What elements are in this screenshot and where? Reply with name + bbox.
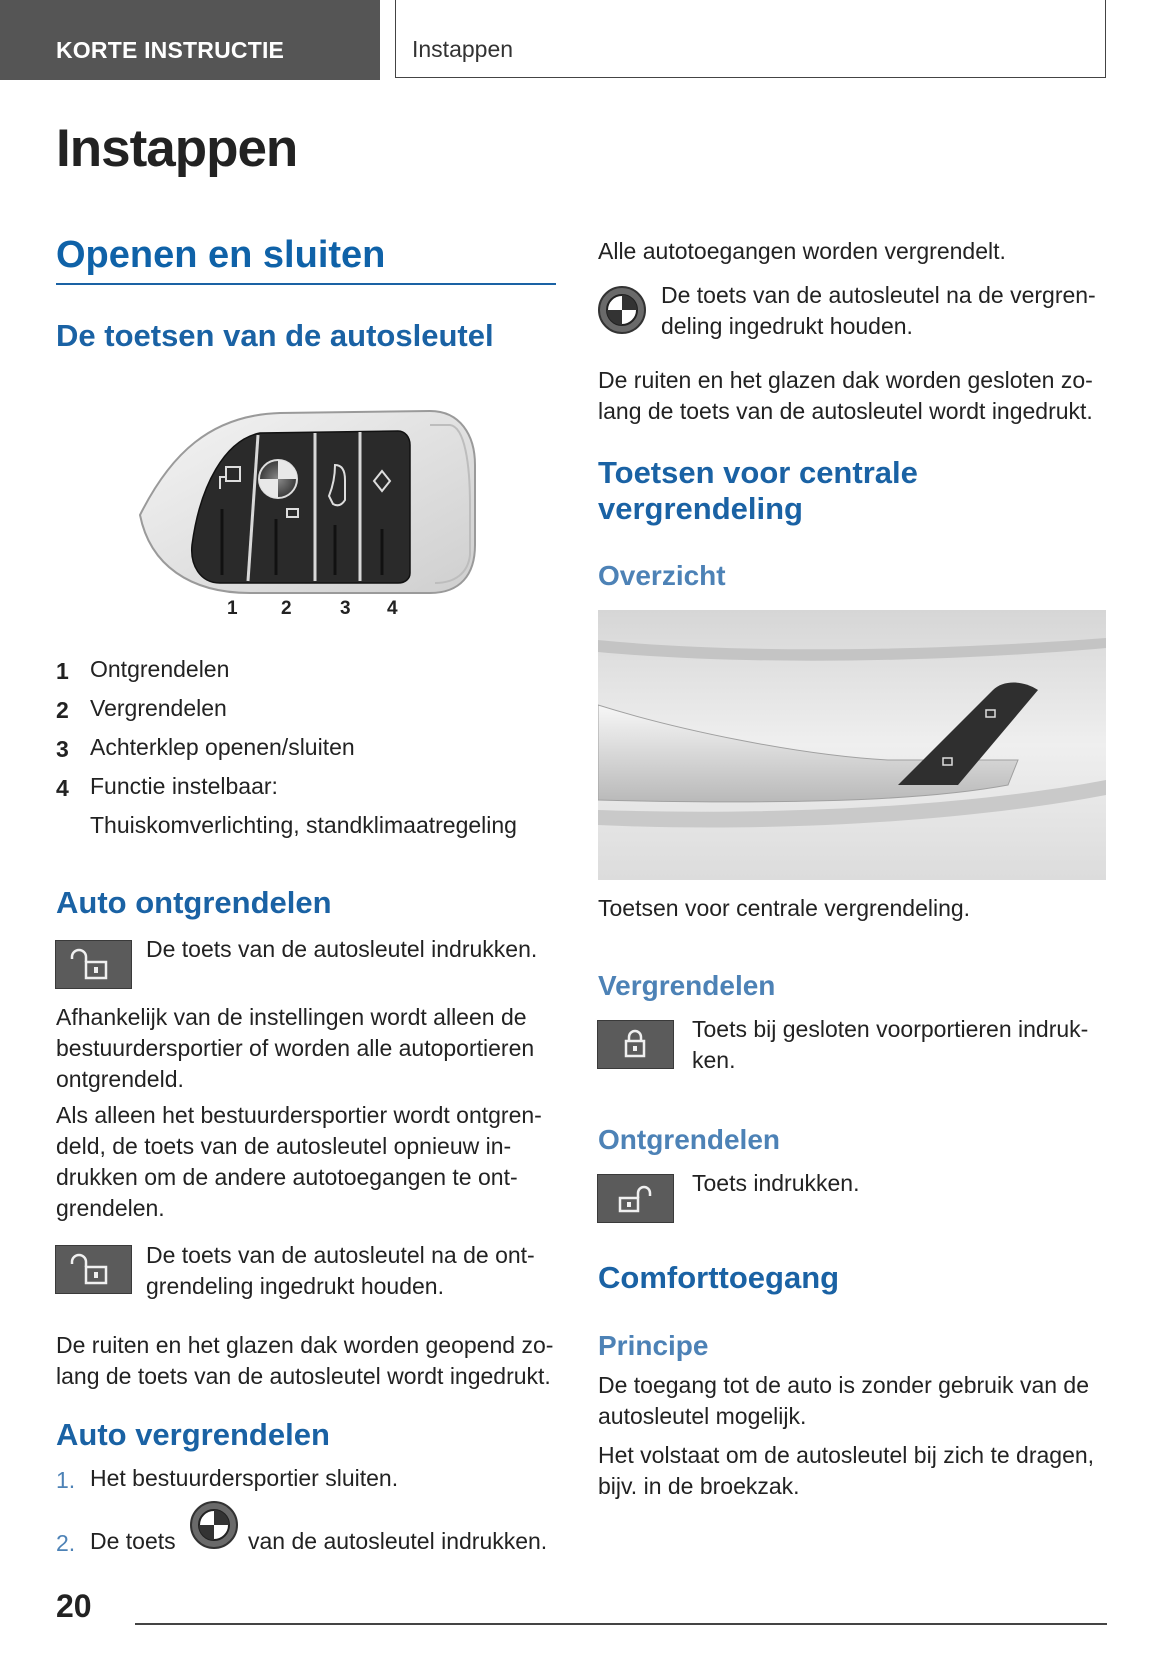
heading-central-locking bbox=[598, 455, 918, 527]
unlock-paragraph-2 bbox=[56, 1100, 542, 1224]
heading-key-buttons: De toetsen van de autosleutel bbox=[56, 318, 494, 353]
text-line: Toets bij gesloten voorportieren indruk- bbox=[692, 1016, 1089, 1042]
section-tab bbox=[0, 0, 380, 80]
heading-rule bbox=[56, 283, 556, 285]
step-text-after: van de autosleutel indrukken. bbox=[248, 1528, 548, 1554]
bmw-logo-key-icon bbox=[189, 1500, 239, 1550]
heading-lock-car: Auto vergrendelen bbox=[56, 1417, 330, 1452]
unlock-paragraph-1 bbox=[56, 1002, 534, 1095]
text-line: grendelen. bbox=[56, 1195, 165, 1221]
text-line: bijv. in de broekzak. bbox=[598, 1473, 800, 1499]
unlock-key-icon bbox=[55, 1245, 132, 1294]
bmw-logo-key-icon bbox=[597, 285, 647, 335]
unlock-key-icon bbox=[55, 940, 132, 989]
text-line: De ruiten en het glazen dak worden geopend zo- bbox=[56, 1332, 554, 1358]
text-line: De toegang tot de auto is zonder gebruik van de bbox=[598, 1372, 1090, 1398]
lock-hold-text bbox=[661, 280, 1096, 342]
text-line: ontgrendeld. bbox=[56, 1066, 184, 1092]
heading-open-close: Openen en sluiten bbox=[56, 234, 386, 276]
heading-overview: Overzicht bbox=[598, 560, 726, 591]
text-line: ken. bbox=[692, 1047, 736, 1073]
heading-lock: Vergrendelen bbox=[598, 970, 776, 1001]
text-line: deld, de toets van de autosleutel opnieuw in- bbox=[56, 1133, 512, 1159]
text-line: drukken om de andere autotoegangen te ont- bbox=[56, 1164, 518, 1190]
step-text-before: De toets bbox=[90, 1528, 176, 1554]
footer-rule bbox=[135, 1623, 1107, 1625]
lock-paragraph bbox=[598, 365, 1093, 427]
callout-1: 1 bbox=[227, 598, 238, 619]
heading-unlock-car: Auto ontgrendelen bbox=[56, 885, 332, 920]
comfort-paragraph-2 bbox=[598, 1440, 1094, 1502]
heading-unlock: Ontgrendelen bbox=[598, 1124, 781, 1155]
text-line: Afhankelijk van de instellingen wordt alleen de bbox=[56, 1004, 527, 1030]
legend-text: Vergrendelen bbox=[90, 695, 227, 721]
text-line: Als alleen het bestuurdersportier wordt ontgren- bbox=[56, 1102, 542, 1128]
lock-button-text bbox=[692, 1014, 1088, 1076]
text-line: grendeling ingedrukt houden. bbox=[146, 1273, 444, 1299]
heading-comfort-access: Comforttoegang bbox=[598, 1260, 840, 1295]
text-line: De ruiten en het glazen dak worden gesloten zo- bbox=[598, 367, 1093, 393]
legend-num: 3 bbox=[56, 736, 69, 762]
photo-caption: Toetsen voor centrale vergrendeling. bbox=[598, 895, 971, 921]
unlock-paragraph-3 bbox=[56, 1330, 553, 1392]
legend-num: 1 bbox=[56, 658, 69, 684]
step-number: 2. bbox=[56, 1530, 76, 1556]
unlock-button-text: Toets indrukken. bbox=[692, 1170, 860, 1196]
heading-principle: Principe bbox=[598, 1330, 709, 1361]
step-text: Het bestuurdersportier sluiten. bbox=[90, 1465, 399, 1491]
callout-4: 4 bbox=[387, 598, 398, 619]
legend-num: 2 bbox=[56, 697, 69, 723]
legend-text: Achterklep openen/sluiten bbox=[90, 734, 355, 760]
door-panel-photo bbox=[598, 610, 1106, 880]
text-line: lang de toets van de autosleutel wordt ingedrukt. bbox=[56, 1363, 551, 1389]
text-line: bestuurdersportier of worden alle autoportieren bbox=[56, 1035, 535, 1061]
legend-text: Ontgrendelen bbox=[90, 656, 230, 682]
unlock-button-icon bbox=[597, 1174, 674, 1223]
text-line: deling ingedrukt houden. bbox=[661, 313, 913, 339]
text-line: Het volstaat om de autosleutel bij zich te dragen, bbox=[598, 1442, 1095, 1468]
text-line: De toets van de autosleutel na de vergren- bbox=[661, 282, 1096, 308]
section-tab-label: KORTE INSTRUCTIE bbox=[56, 37, 285, 63]
legend-4-detail: Thuiskomverlichting, standklimaatregeling bbox=[90, 812, 517, 838]
step-number: 1. bbox=[56, 1467, 76, 1493]
text-line: De toets van de autosleutel na de ont- bbox=[146, 1242, 535, 1268]
comfort-paragraph-1 bbox=[598, 1370, 1089, 1432]
text-line: lang de toets van de autosleutel wordt ingedrukt. bbox=[598, 398, 1093, 424]
callout-3: 3 bbox=[340, 598, 351, 619]
callout-2: 2 bbox=[281, 598, 292, 619]
unlock-instruction: De toets van de autosleutel indrukken. bbox=[146, 936, 538, 962]
locked-all-text: Alle autotoegangen worden vergrendelt. bbox=[598, 238, 1006, 264]
page-number: 20 bbox=[56, 1588, 92, 1624]
key-fob-illustration bbox=[130, 405, 490, 625]
chapter-header-label: Instappen bbox=[412, 36, 514, 62]
heading-line: vergrendeling bbox=[598, 491, 803, 526]
text-line: autosleutel mogelijk. bbox=[598, 1403, 807, 1429]
chapter-header bbox=[395, 0, 1106, 78]
legend-num: 4 bbox=[56, 775, 69, 801]
page-title: Instappen bbox=[56, 119, 298, 178]
legend-text: Functie instelbaar: bbox=[90, 773, 278, 799]
unlock-hold-text bbox=[146, 1240, 535, 1302]
lock-button-icon bbox=[597, 1020, 674, 1069]
heading-line: Toetsen voor centrale bbox=[598, 455, 918, 490]
